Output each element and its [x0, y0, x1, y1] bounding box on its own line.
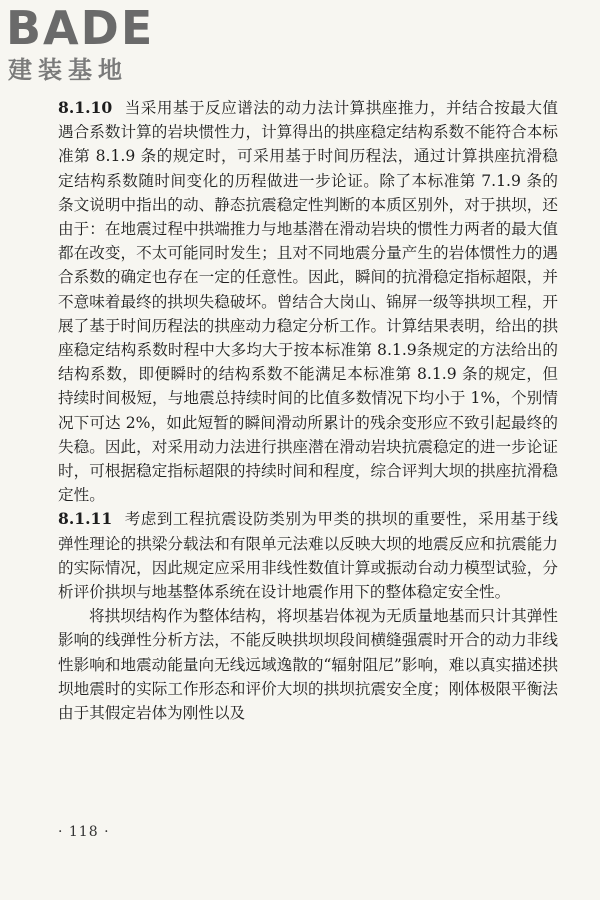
document-body: [58, 96, 558, 725]
logo-wordmark: BADE: [6, 1, 155, 55]
body-paragraph: 将拱坝结构作为整体结构，将坝基岩体视为无质量地基而只计其弹性影响的线弹性分析方法，不能反映拱坝坝段间横缝强震时开合的动力非线性影响和地震动能量向无线远域逸散的“辐射阻尼”影响，难以真实描述拱坝地震时的实际工作形态和评价大坝的拱坝抗震安全度；刚体极限平衡法由于其假定岩体为刚性以及: [58, 607, 558, 723]
clause-number: 8.1.10: [58, 98, 113, 117]
clause-8-1-10: [58, 96, 558, 507]
publisher-logo: [6, 1, 176, 86]
clause-number: 8.1.11: [58, 509, 113, 529]
page-number: · 118 ·: [58, 824, 110, 840]
clause-text: 当采用基于反应谱法的动力法计算拱座推力，并结合按最大值遇合系数计算的岩块惯性力，计算得出的拱座稳定结构系数不能符合本标准第 8.1.9 条的规定时，可采用基于时间历程法，通过计算拱座抗滑稳定结构系数随时间变化的历程做进一步论证。除了本标准第 7.1.9 条的条文说明中指出的动、静态抗震稳定性判断的本质区别外，对于拱坝，还由于：在地震过程中拱端推力与地基潜在滑动岩块的惯性力两者的最大值都在改变，不太可能同时发生；且对不同地震分量产生的岩体惯性力的遇合系数的确定也存在一定的任意性。因此，瞬间的抗滑稳定指标超限，并不意味着最终的拱坝失稳破坏。曾结合大岗山、锦屏一级等拱坝工程，开展了基于时间历程法的拱座动力稳定分析工作。计算结果表明，给出的拱座稳定结构系数时程中大多均大于按本标准第 8.1.9条规定的方法给出的结构系数，即便瞬时的结构系数不能满足本标准第 8.1.9 条的规定，但持续时间极短，与地震总持续时间的比值多数情况下均小于 1%，个别情况下可达 2%，如此短暂的瞬间滑动所累计的残余变形应不致引起最终的失稳。因此，对采用动力法进行拱座潜在滑动岩块抗震稳定的进一步论证时，可根据稳定指标超限的持续时间和程度，综合评判大坝的拱座抗滑稳定性。: [58, 99, 558, 505]
logo-subtitle: 建装基地: [8, 56, 128, 84]
clause-text: 考虑到工程抗震设防类别为甲类的拱坝的重要性，采用基于线弹性理论的拱梁分载法和有限单元法难以反映大坝的地震反应和抗震能力的实际情况，因此规定应采用非线性数值计算或振动台动力模型试验，分析评价拱坝与地基整体系统在设计地震作用下的整体稳定安全性。: [58, 510, 558, 602]
clause-8-1-11: [58, 507, 558, 604]
